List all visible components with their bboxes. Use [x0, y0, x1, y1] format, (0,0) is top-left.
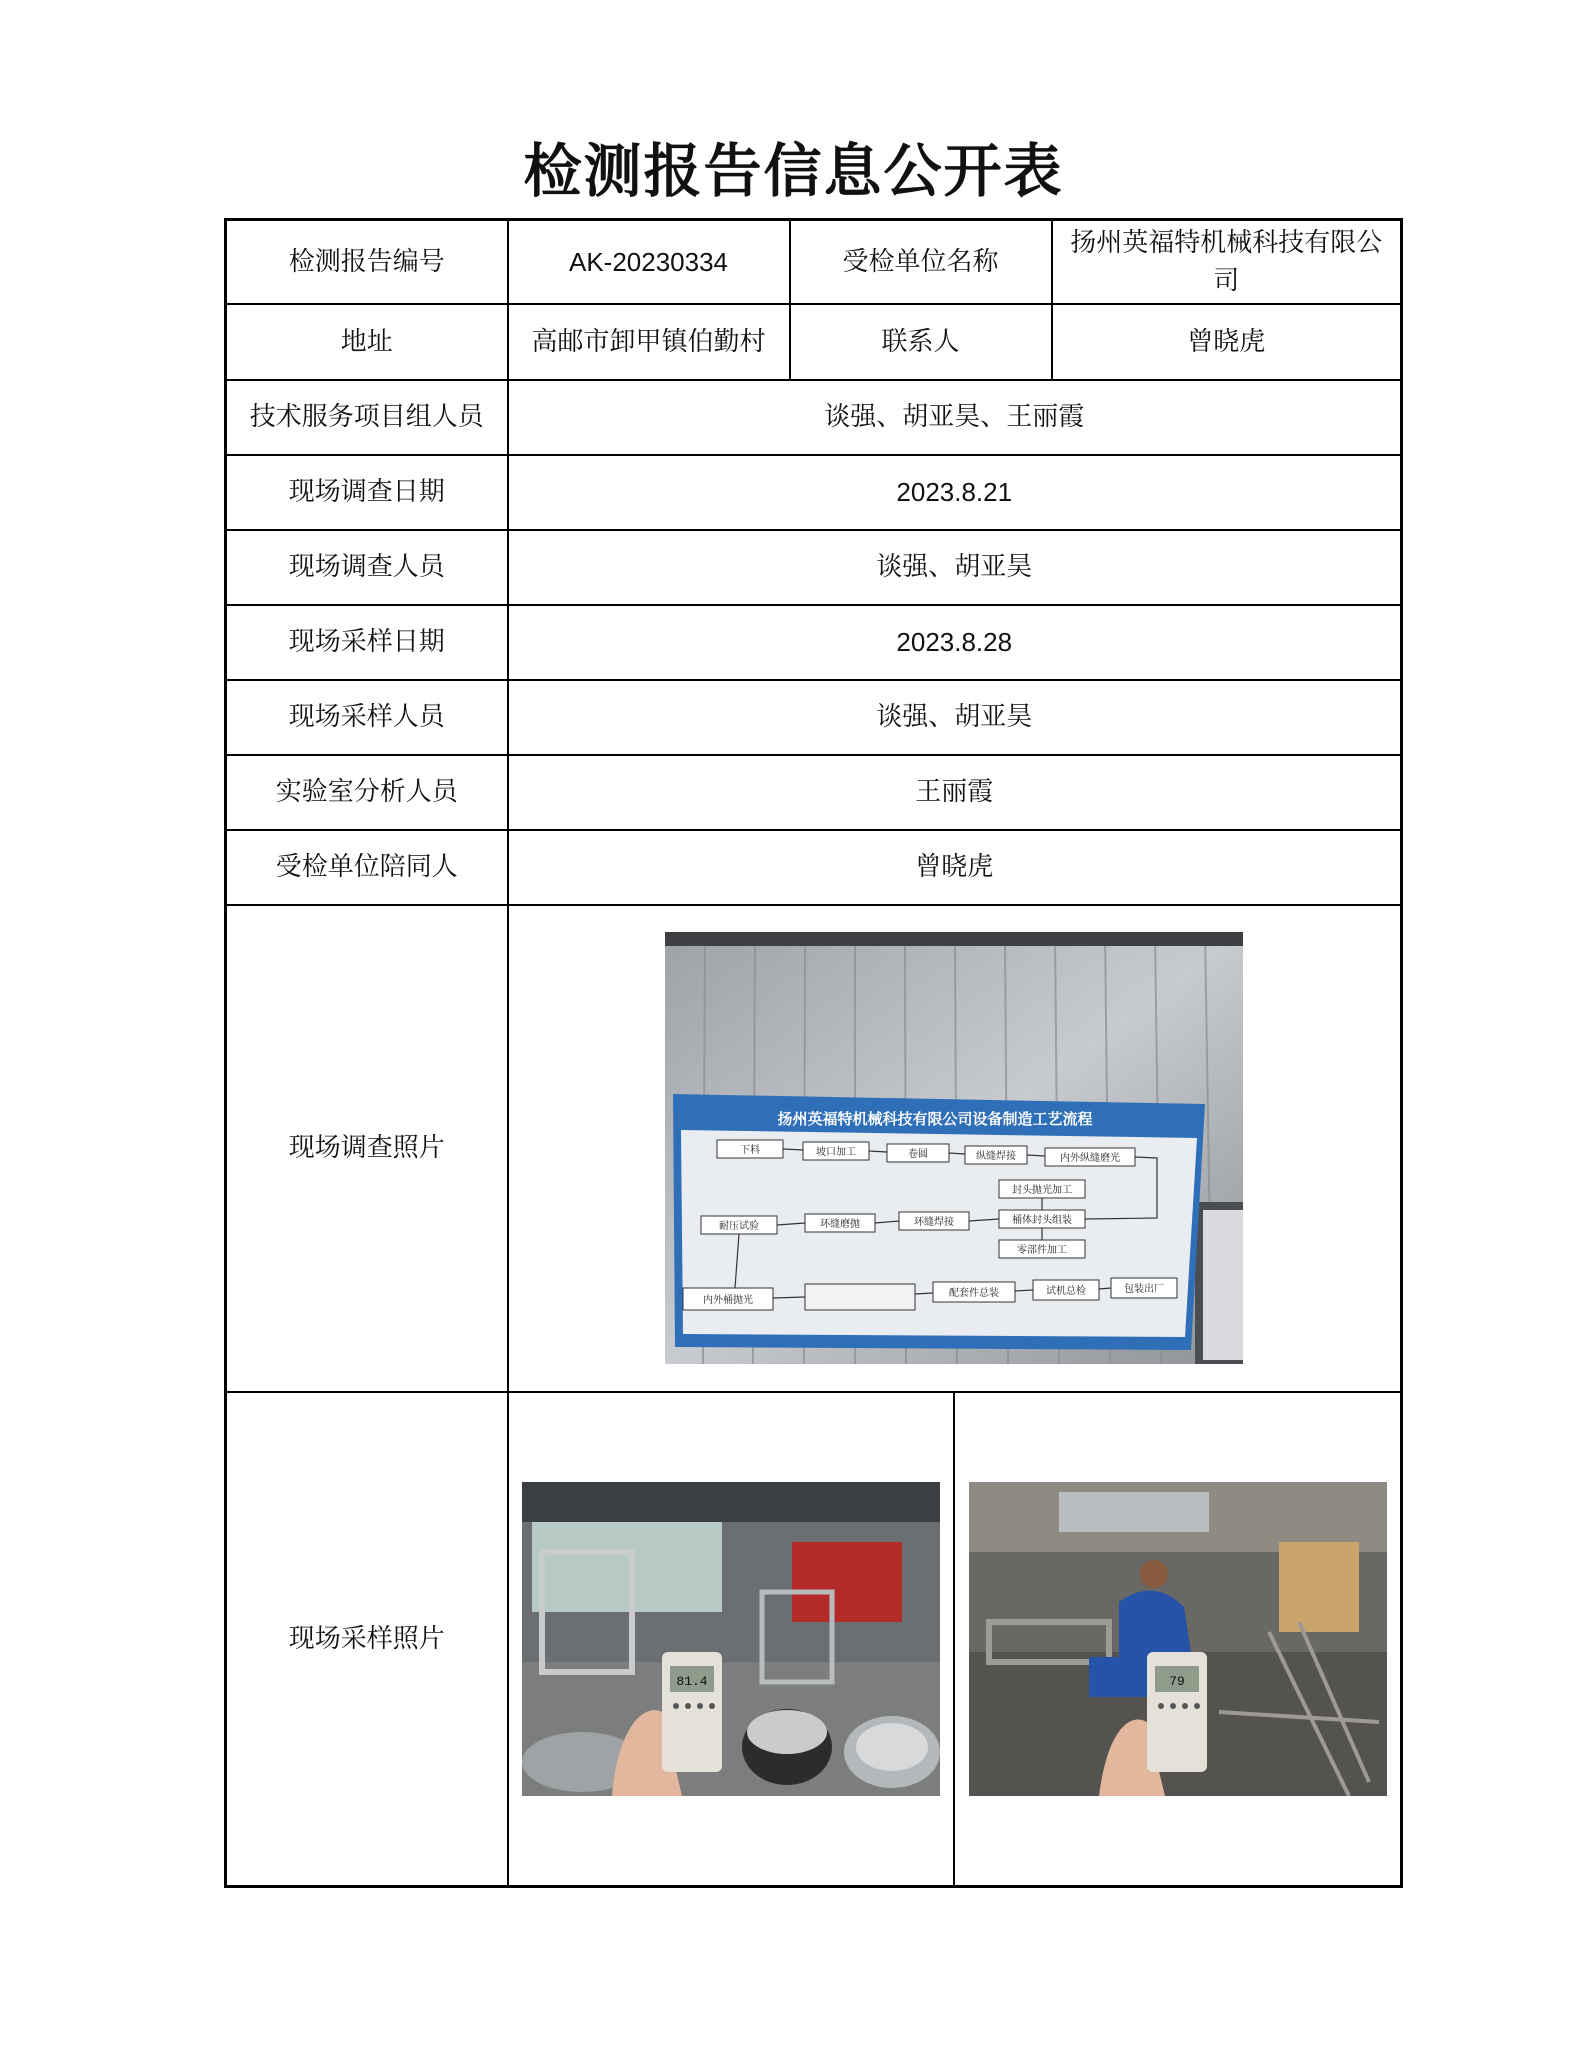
- survey-staff-label: 现场调查人员: [226, 530, 508, 605]
- team-value: 谈强、胡亚昊、王丽霞: [508, 380, 1402, 455]
- board-step: 卷圆: [908, 1149, 929, 1160]
- survey-date-value: 2023.8.21: [508, 455, 1402, 530]
- team-label: 技术服务项目组人员: [226, 380, 508, 455]
- table-row: [226, 755, 1402, 830]
- board-step: 配套件总装: [949, 1288, 1000, 1299]
- sample-staff-label: 现场采样人员: [226, 680, 508, 755]
- board-step: 包装出厂: [1124, 1284, 1165, 1295]
- board-step: 内外纵缝磨光: [1060, 1153, 1121, 1164]
- table-row: [226, 304, 1402, 380]
- survey-photo-label: 现场调查照片: [226, 905, 508, 1392]
- sample-photo-right: [969, 1482, 1387, 1796]
- lab-value: 王丽霞: [508, 755, 1402, 830]
- unit-value: 扬州英福特机械科技有限公司: [1052, 220, 1402, 304]
- escort-value: 曾晓虎: [508, 830, 1402, 905]
- board-step: 零部件加工: [1017, 1245, 1068, 1256]
- address-label: 地址: [226, 304, 508, 380]
- board-step: 试机总检: [1046, 1286, 1087, 1297]
- board-title: 扬州英福特机械科技有限公司设备制造工艺流程: [777, 1110, 1093, 1128]
- table-row: [226, 1392, 1402, 1887]
- lab-label: 实验室分析人员: [226, 755, 508, 830]
- board-step: 环缝焊接: [914, 1217, 955, 1228]
- board-step: 封头抛光加工: [1012, 1185, 1073, 1196]
- board-step: 内外桶抛光: [703, 1295, 754, 1306]
- contact-label: 联系人: [790, 304, 1052, 380]
- table-row: [226, 605, 1402, 680]
- sample-staff-value: 谈强、胡亚昊: [508, 680, 1402, 755]
- table-row: [226, 905, 1402, 1392]
- meter-reading-left: 81.4: [676, 1673, 708, 1689]
- sample-photo-label: 现场采样照片: [226, 1392, 508, 1887]
- table-row: [226, 530, 1402, 605]
- report-no-label: 检测报告编号: [226, 220, 508, 304]
- table-row: [226, 380, 1402, 455]
- report-table: [224, 218, 1403, 1888]
- meter-reading-right: 79: [1168, 1673, 1185, 1689]
- table-row: [226, 220, 1402, 304]
- board-step: 桶体封头组装: [1012, 1215, 1073, 1226]
- survey-date-label: 现场调查日期: [226, 455, 508, 530]
- escort-label: 受检单位陪同人: [226, 830, 508, 905]
- survey-staff-value: 谈强、胡亚昊: [508, 530, 1402, 605]
- survey-photo: [665, 932, 1243, 1364]
- report-no-value: AK-20230334: [508, 220, 790, 304]
- unit-label: 受检单位名称: [790, 220, 1052, 304]
- table-row: [226, 680, 1402, 755]
- board-step: 耐压试验: [719, 1221, 760, 1232]
- sample-date-label: 现场采样日期: [226, 605, 508, 680]
- sample-date-value: 2023.8.28: [508, 605, 1402, 680]
- table-row: [226, 455, 1402, 530]
- contact-value: 曾晓虎: [1052, 304, 1402, 380]
- board-step: 纵缝焊接: [976, 1151, 1017, 1162]
- table-row: [226, 830, 1402, 905]
- board-step: 环缝磨抛: [820, 1219, 861, 1230]
- board-step: 坡口加工: [816, 1147, 857, 1158]
- board-step: 下料: [740, 1145, 761, 1156]
- page-title: 检测报告信息公开表: [523, 137, 1064, 205]
- address-value: 高邮市卸甲镇伯勤村: [508, 304, 790, 380]
- sample-photo-left: [522, 1482, 940, 1796]
